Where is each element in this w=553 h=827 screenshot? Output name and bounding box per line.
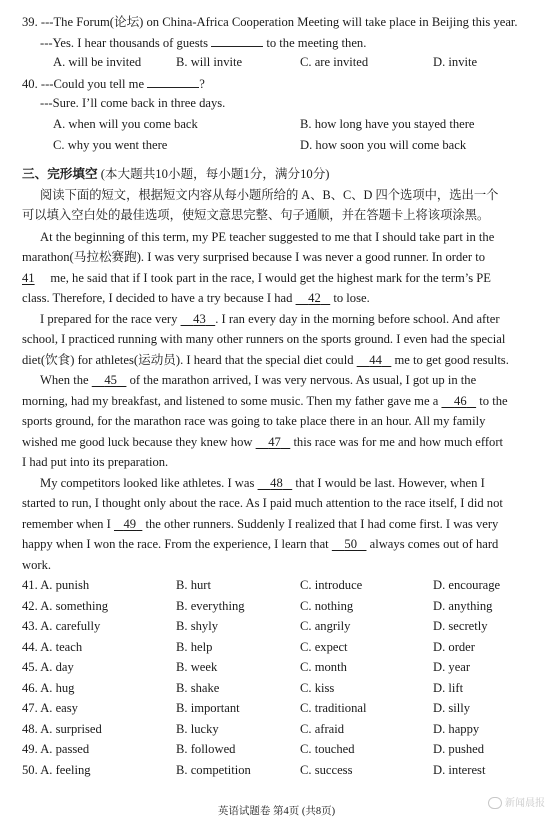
page-footer: 英语试题卷 第4页 (共8页) [217,806,336,817]
choice-45-c: C. month [300,660,347,674]
watermark: 新闻晨报 [488,794,545,809]
choice-49-d: D. pushed [433,742,485,756]
choice-46-a: 46. A. hug [22,680,75,695]
choice-49-a: 49. A. passed [22,742,90,756]
blank-50: 50 [344,537,358,551]
q39-option-c: C. are invited [300,55,369,69]
passage-line: morning, had my breakfast, and listened to some music. Then my father gave me a 46 to the [22,394,508,408]
q40-option-b: B. how long have you stayed there [300,117,475,131]
blank-43: 43 [193,312,206,326]
passage-line: diet(饮食) for athletes(运动员). I heard that the special diet could 44 me to get good results. [22,353,509,367]
choice-45-b: B. week [176,660,218,674]
choice-48-b: B. lucky [176,721,219,736]
blank-41: 41 [22,271,35,285]
passage-line: remember when I 49 the other runners. Suddenly I realized that I had come first. I was very [22,517,499,531]
q39-option-d: D. invite [433,55,478,69]
choice-41-c: C. introduce [300,578,363,592]
choice-43-a: 43. A. carefully [22,619,101,633]
q39-option-a: A. will be invited [53,55,142,69]
passage-line: wished me good luck because they knew how 47 this race was for me and how much effort [22,435,504,449]
choice-46-b: B. shake [176,680,220,695]
choice-47-c: C. traditional [300,701,367,715]
section-instructions-1: 阅读下面的短文，根据短文内容从每小题所给的 A、B、C、D 四个选项中，选出一个 [40,188,499,202]
passage-line: work. [22,558,52,572]
choice-50-d: D. interest [433,762,486,777]
q40-option-d: D. how soon you will come back [300,138,467,152]
q40-option-a: A. when will you come back [53,117,198,131]
passage-line: marathon(马拉松赛跑). I was very surprised because I was never a good runner. In order to [22,250,486,264]
passage-line: I prepared for the race very 43 . I ran every day in the morning before school. And after [40,312,500,326]
choice-44-c: C. expect [300,639,348,654]
choice-49-b: B. followed [176,742,236,756]
passage-line: started to run, I thought only about the race. As I paid much attention to the race itself, I did not [22,496,503,510]
choice-42-c: C. nothing [300,598,354,613]
passage-line: happy when I won the race. From the experience, I learn that 50 always comes out of hard [22,537,499,551]
choice-50-b: B. competition [176,762,251,777]
passage-line: My competitors looked like athletes. I was 48 that I would be last. However, when I [40,476,485,490]
choice-46-d: D. lift [433,680,464,695]
choice-41-d: D. encourage [433,578,501,592]
passage-line: school, I practiced running with many other runners on the sports ground. I even had the special [22,332,506,346]
section-heading: 三、完形填空 (本大题共10小题，每小题1分，满分10分) [22,167,330,181]
choice-48-c: C. afraid [300,721,345,736]
blank-46: 46 [454,394,467,408]
choice-45-a: 45. A. day [22,660,74,674]
q39-stem: 39. ---The Forum(论坛) on China-Africa Cooperation Meeting will take place in Beijing this year. [22,15,518,29]
choice-50-a: 50. A. feeling [22,762,91,777]
choice-48-a: 48. A. surprised [22,721,102,736]
passage-line: When the 45 of the marathon arrived, I was very nervous. As usual, I got up in the [40,373,477,387]
choice-44-d: D. order [433,639,475,654]
choice-43-b: B. shyly [176,619,218,633]
q39-reply: ---Yes. I hear thousands of guests to the meeting then. [40,36,367,50]
choice-49-c: C. touched [300,742,355,756]
blank-49: 49 [123,517,137,531]
blank-42: 42 [308,291,321,305]
choice-42-a: 42. A. something [22,598,109,613]
choice-47-a: 47. A. easy [22,701,78,715]
q40-option-c: C. why you went there [53,138,168,152]
choice-43-d: D. secretly [433,619,488,633]
watermark-icon [488,797,502,809]
passage-line: 41 me, he said that if I took part in the race, I would get the highest mark for the term’s PE [22,271,492,285]
passage-line: class. Therefore, I decided to have a try because I had 42 to lose. [22,291,370,305]
choice-50-c: C. success [300,762,353,777]
q39-option-b: B. will invite [176,55,243,69]
choice-42-d: D. anything [433,598,493,613]
q40-stem: 40. ---Could you tell me ? [22,77,205,91]
choice-44-b: B. help [176,639,213,654]
choice-46-c: C. kiss [300,680,335,695]
choice-47-d: D. silly [433,701,471,715]
answer-blank [147,75,199,88]
answer-blank [211,34,263,47]
choice-45-d: D. year [433,660,471,674]
q40-reply: ---Sure. I’ll come back in three days. [40,96,226,110]
choice-41-a: 41. A. punish [22,578,90,592]
blank-45: 45 [104,373,117,387]
choice-44-a: 44. A. teach [22,639,83,654]
choice-43-c: C. angrily [300,619,351,633]
blank-47: 47 [268,435,281,449]
blank-44: 44 [369,353,382,367]
blank-48: 48 [270,476,283,490]
passage-line: sports ground, for the marathon race was going to take place there in an hour. All my family [22,414,486,428]
choice-47-b: B. important [176,701,240,715]
section-instructions-2: 可以填入空白处的最佳选项，使短文意思完整、句子通顺，并在答题卡上将该项涂黑。 [22,208,490,222]
choice-48-d: D. happy [433,721,480,736]
choice-41-b: B. hurt [176,578,211,592]
choice-42-b: B. everything [176,598,245,613]
passage-line: At the beginning of this term, my PE teacher suggested to me that I should take part in the [40,230,495,244]
passage-line: I had put into its preparation. [22,455,169,469]
